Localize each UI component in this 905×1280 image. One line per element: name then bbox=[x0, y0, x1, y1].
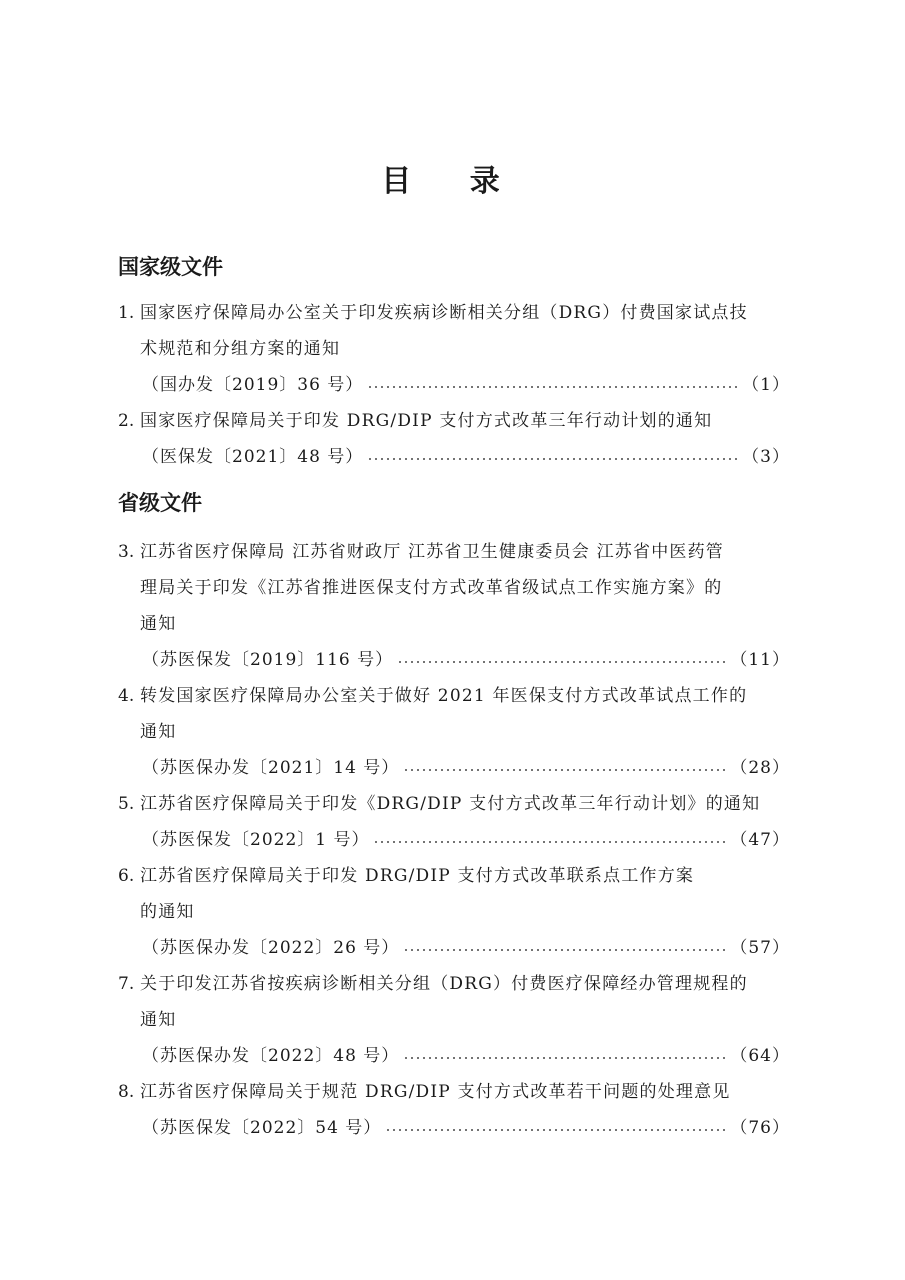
entry-title-line: 江苏省医疗保障局关于印发 DRG/DIP 支付方式改革联系点工作方案 bbox=[140, 866, 695, 886]
entry-page-number: （1） bbox=[742, 375, 790, 395]
entry-doc-number: （苏医保办发〔2022〕26 号） bbox=[142, 938, 400, 958]
section-heading-provincial: 省级文件 bbox=[118, 491, 202, 515]
toc-entry-8[interactable] bbox=[118, 1074, 790, 1146]
dot-leader bbox=[397, 661, 726, 663]
dot-leader bbox=[373, 841, 726, 843]
entry-page-number: （28） bbox=[730, 758, 790, 778]
entry-title-line: 国家医疗保障局办公室关于印发疾病诊断相关分组（DRG）付费国家试点技 bbox=[140, 303, 748, 323]
dot-leader bbox=[403, 949, 726, 951]
dot-leader bbox=[367, 386, 738, 388]
entry-page-number: （76） bbox=[730, 1118, 790, 1138]
entry-page-number: （57） bbox=[730, 938, 790, 958]
section-heading-national: 国家级文件 bbox=[118, 255, 223, 279]
entry-title-line: 江苏省医疗保障局关于印发《DRG/DIP 支付方式改革三年行动计划》的通知 bbox=[140, 794, 761, 814]
entry-page-number: （47） bbox=[730, 830, 790, 850]
entry-number: 5. bbox=[118, 794, 135, 814]
entry-title-line: 江苏省医疗保障局关于规范 DRG/DIP 支付方式改革若干问题的处理意见 bbox=[140, 1082, 731, 1102]
entry-number: 2. bbox=[118, 411, 135, 431]
entry-page-number: （11） bbox=[730, 650, 790, 670]
entry-title-line: 关于印发江苏省按疾病诊断相关分组（DRG）付费医疗保障经办管理规程的 bbox=[140, 974, 748, 994]
entry-number: 7. bbox=[118, 974, 135, 994]
entry-number: 3. bbox=[118, 542, 135, 562]
entry-title-line: 江苏省医疗保障局 江苏省财政厅 江苏省卫生健康委员会 江苏省中医药管 bbox=[140, 542, 725, 562]
entry-page-number: （64） bbox=[730, 1046, 790, 1066]
entry-doc-number: （医保发〔2021〕48 号） bbox=[142, 447, 364, 467]
entry-title-line: 通知 bbox=[140, 614, 177, 634]
toc-entry-2[interactable] bbox=[118, 403, 790, 475]
entry-number: 6. bbox=[118, 866, 135, 886]
page-title: 目 录 bbox=[381, 164, 524, 199]
entry-title-line: 国家医疗保障局关于印发 DRG/DIP 支付方式改革三年行动计划的通知 bbox=[140, 411, 713, 431]
entry-doc-number: （苏医保办发〔2022〕48 号） bbox=[142, 1046, 400, 1066]
dot-leader bbox=[403, 769, 726, 771]
dot-leader bbox=[403, 1057, 726, 1059]
entry-title-line: 转发国家医疗保障局办公室关于做好 2021 年医保支付方式改革试点工作的 bbox=[140, 686, 748, 706]
dot-leader bbox=[385, 1129, 726, 1131]
entry-title-line: 的通知 bbox=[140, 902, 195, 922]
toc-entry-3[interactable] bbox=[118, 534, 790, 678]
entry-doc-number: （苏医保发〔2022〕54 号） bbox=[142, 1118, 382, 1138]
entry-title-line: 术规范和分组方案的通知 bbox=[140, 339, 341, 359]
entry-title-line: 理局关于印发《江苏省推进医保支付方式改革省级试点工作实施方案》的 bbox=[140, 578, 723, 598]
toc-entry-4[interactable] bbox=[118, 678, 790, 786]
entry-doc-number: （苏医保发〔2022〕1 号） bbox=[142, 830, 370, 850]
entry-doc-number: （苏医保发〔2019〕116 号） bbox=[142, 650, 394, 670]
entry-title-line: 通知 bbox=[140, 722, 177, 742]
entry-doc-number: （国办发〔2019〕36 号） bbox=[142, 375, 364, 395]
toc-entry-6[interactable] bbox=[118, 858, 790, 966]
entry-number: 1. bbox=[118, 303, 135, 323]
entry-title-line: 通知 bbox=[140, 1010, 177, 1030]
dot-leader bbox=[367, 458, 738, 460]
toc-entry-1[interactable] bbox=[118, 295, 790, 403]
toc-entry-7[interactable] bbox=[118, 966, 790, 1074]
entry-number: 8. bbox=[118, 1082, 135, 1102]
entry-doc-number: （苏医保办发〔2021〕14 号） bbox=[142, 758, 400, 778]
entry-number: 4. bbox=[118, 686, 135, 706]
toc-entry-5[interactable] bbox=[118, 786, 790, 858]
entry-page-number: （3） bbox=[742, 447, 790, 467]
